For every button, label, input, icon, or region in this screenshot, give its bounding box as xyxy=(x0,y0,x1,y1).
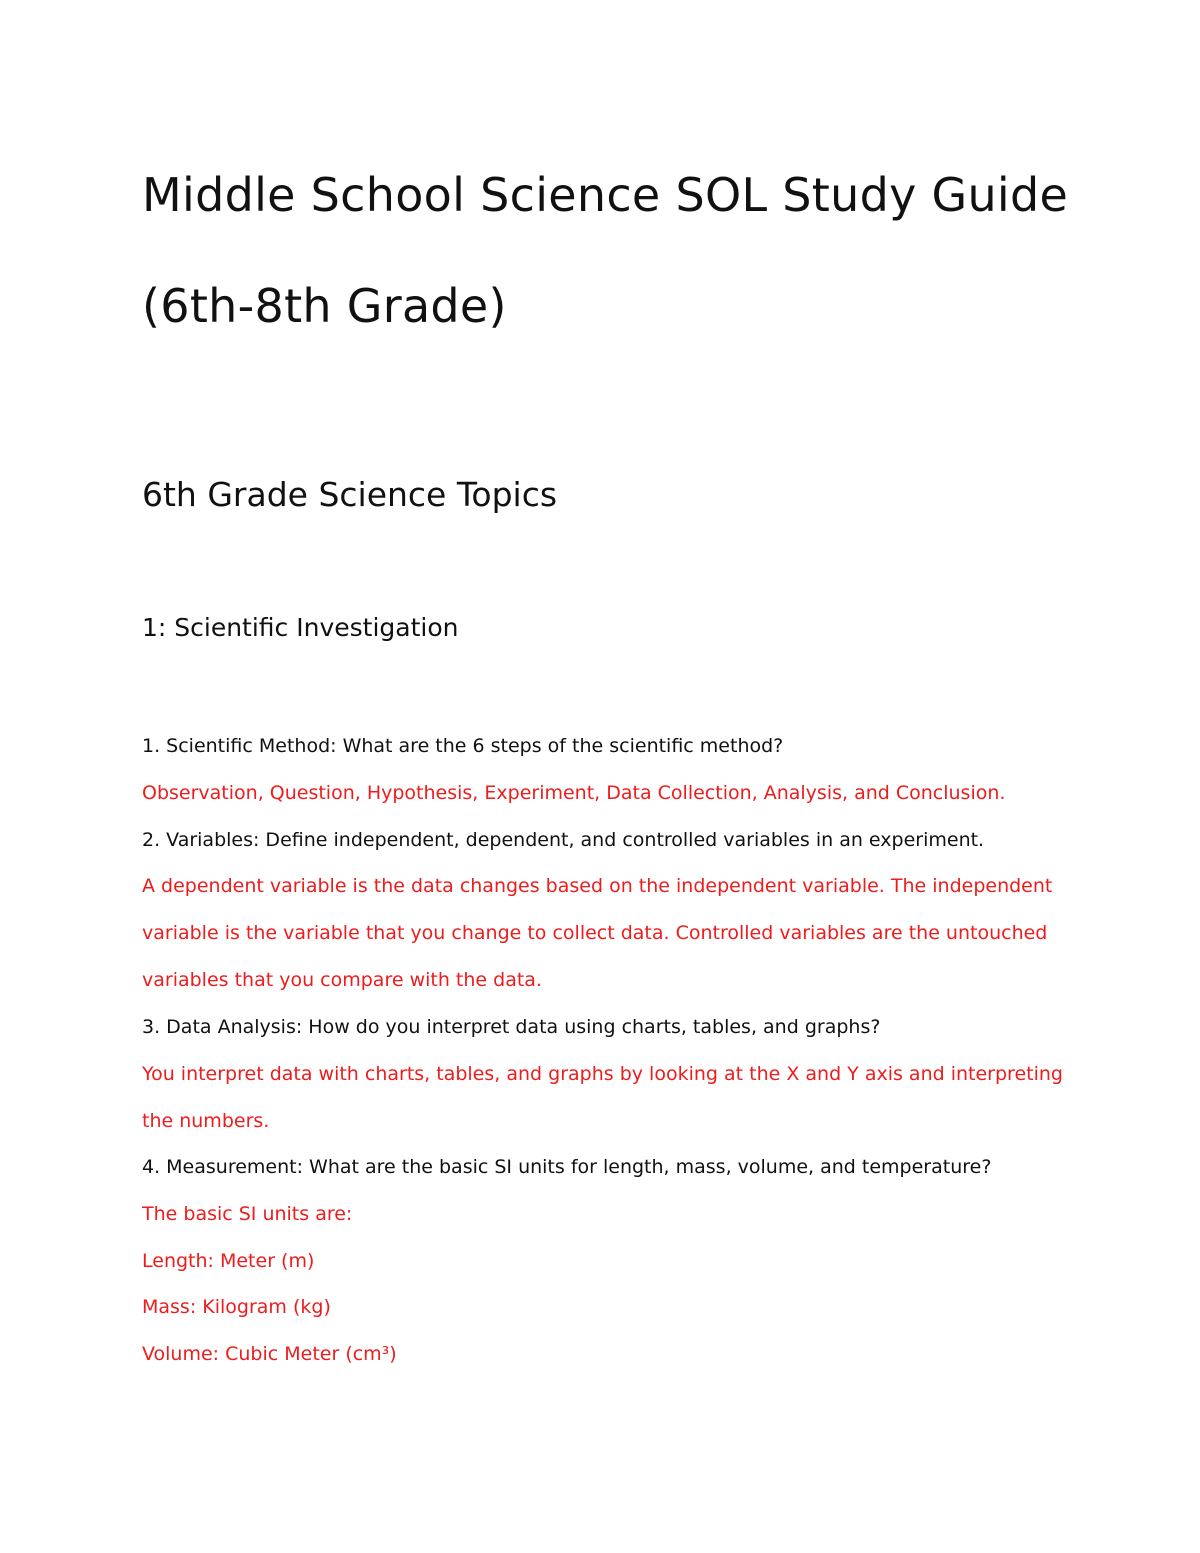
answer-3-line-2: the numbers. xyxy=(142,1110,270,1132)
section-heading: 6th Grade Science Topics xyxy=(142,475,558,514)
answer-2-line-3: variables that you compare with the data. xyxy=(142,969,542,991)
question-4: 4. Measurement: What are the basic SI units for length, mass, volume, and temperature? xyxy=(142,1156,992,1178)
answer-4-line-1: The basic SI units are: xyxy=(142,1203,353,1225)
answer-3-line-1: You interpret data with charts, tables, and graphs by looking at the X and Y axis and interpreting xyxy=(142,1063,1063,1085)
answer-1-line-1: Observation, Question, Hypothesis, Experiment, Data Collection, Analysis, and Conclusion. xyxy=(142,782,1006,804)
answer-2-line-1: A dependent variable is the data changes based on the independent variable. The independent xyxy=(142,875,1053,897)
question-3: 3. Data Analysis: How do you interpret data using charts, tables, and graphs? xyxy=(142,1016,881,1038)
answer-4-line-2: Length: Meter (m) xyxy=(142,1250,315,1272)
answer-4-line-3: Mass: Kilogram (kg) xyxy=(142,1296,331,1318)
answer-2-line-2: variable is the variable that you change to collect data. Controlled variables are the untouched xyxy=(142,922,1048,944)
subsection-heading: 1: Scientific Investigation xyxy=(142,613,459,642)
question-2: 2. Variables: Define independent, dependent, and controlled variables in an experiment. xyxy=(142,829,985,851)
question-1: 1. Scientific Method: What are the 6 steps of the scientific method? xyxy=(142,735,784,757)
document-title-line-2: (6th-8th Grade) xyxy=(142,279,507,333)
document-title-line-1: Middle School Science SOL Study Guide xyxy=(142,168,1069,222)
answer-4-line-4: Volume: Cubic Meter (cm³) xyxy=(142,1343,397,1365)
